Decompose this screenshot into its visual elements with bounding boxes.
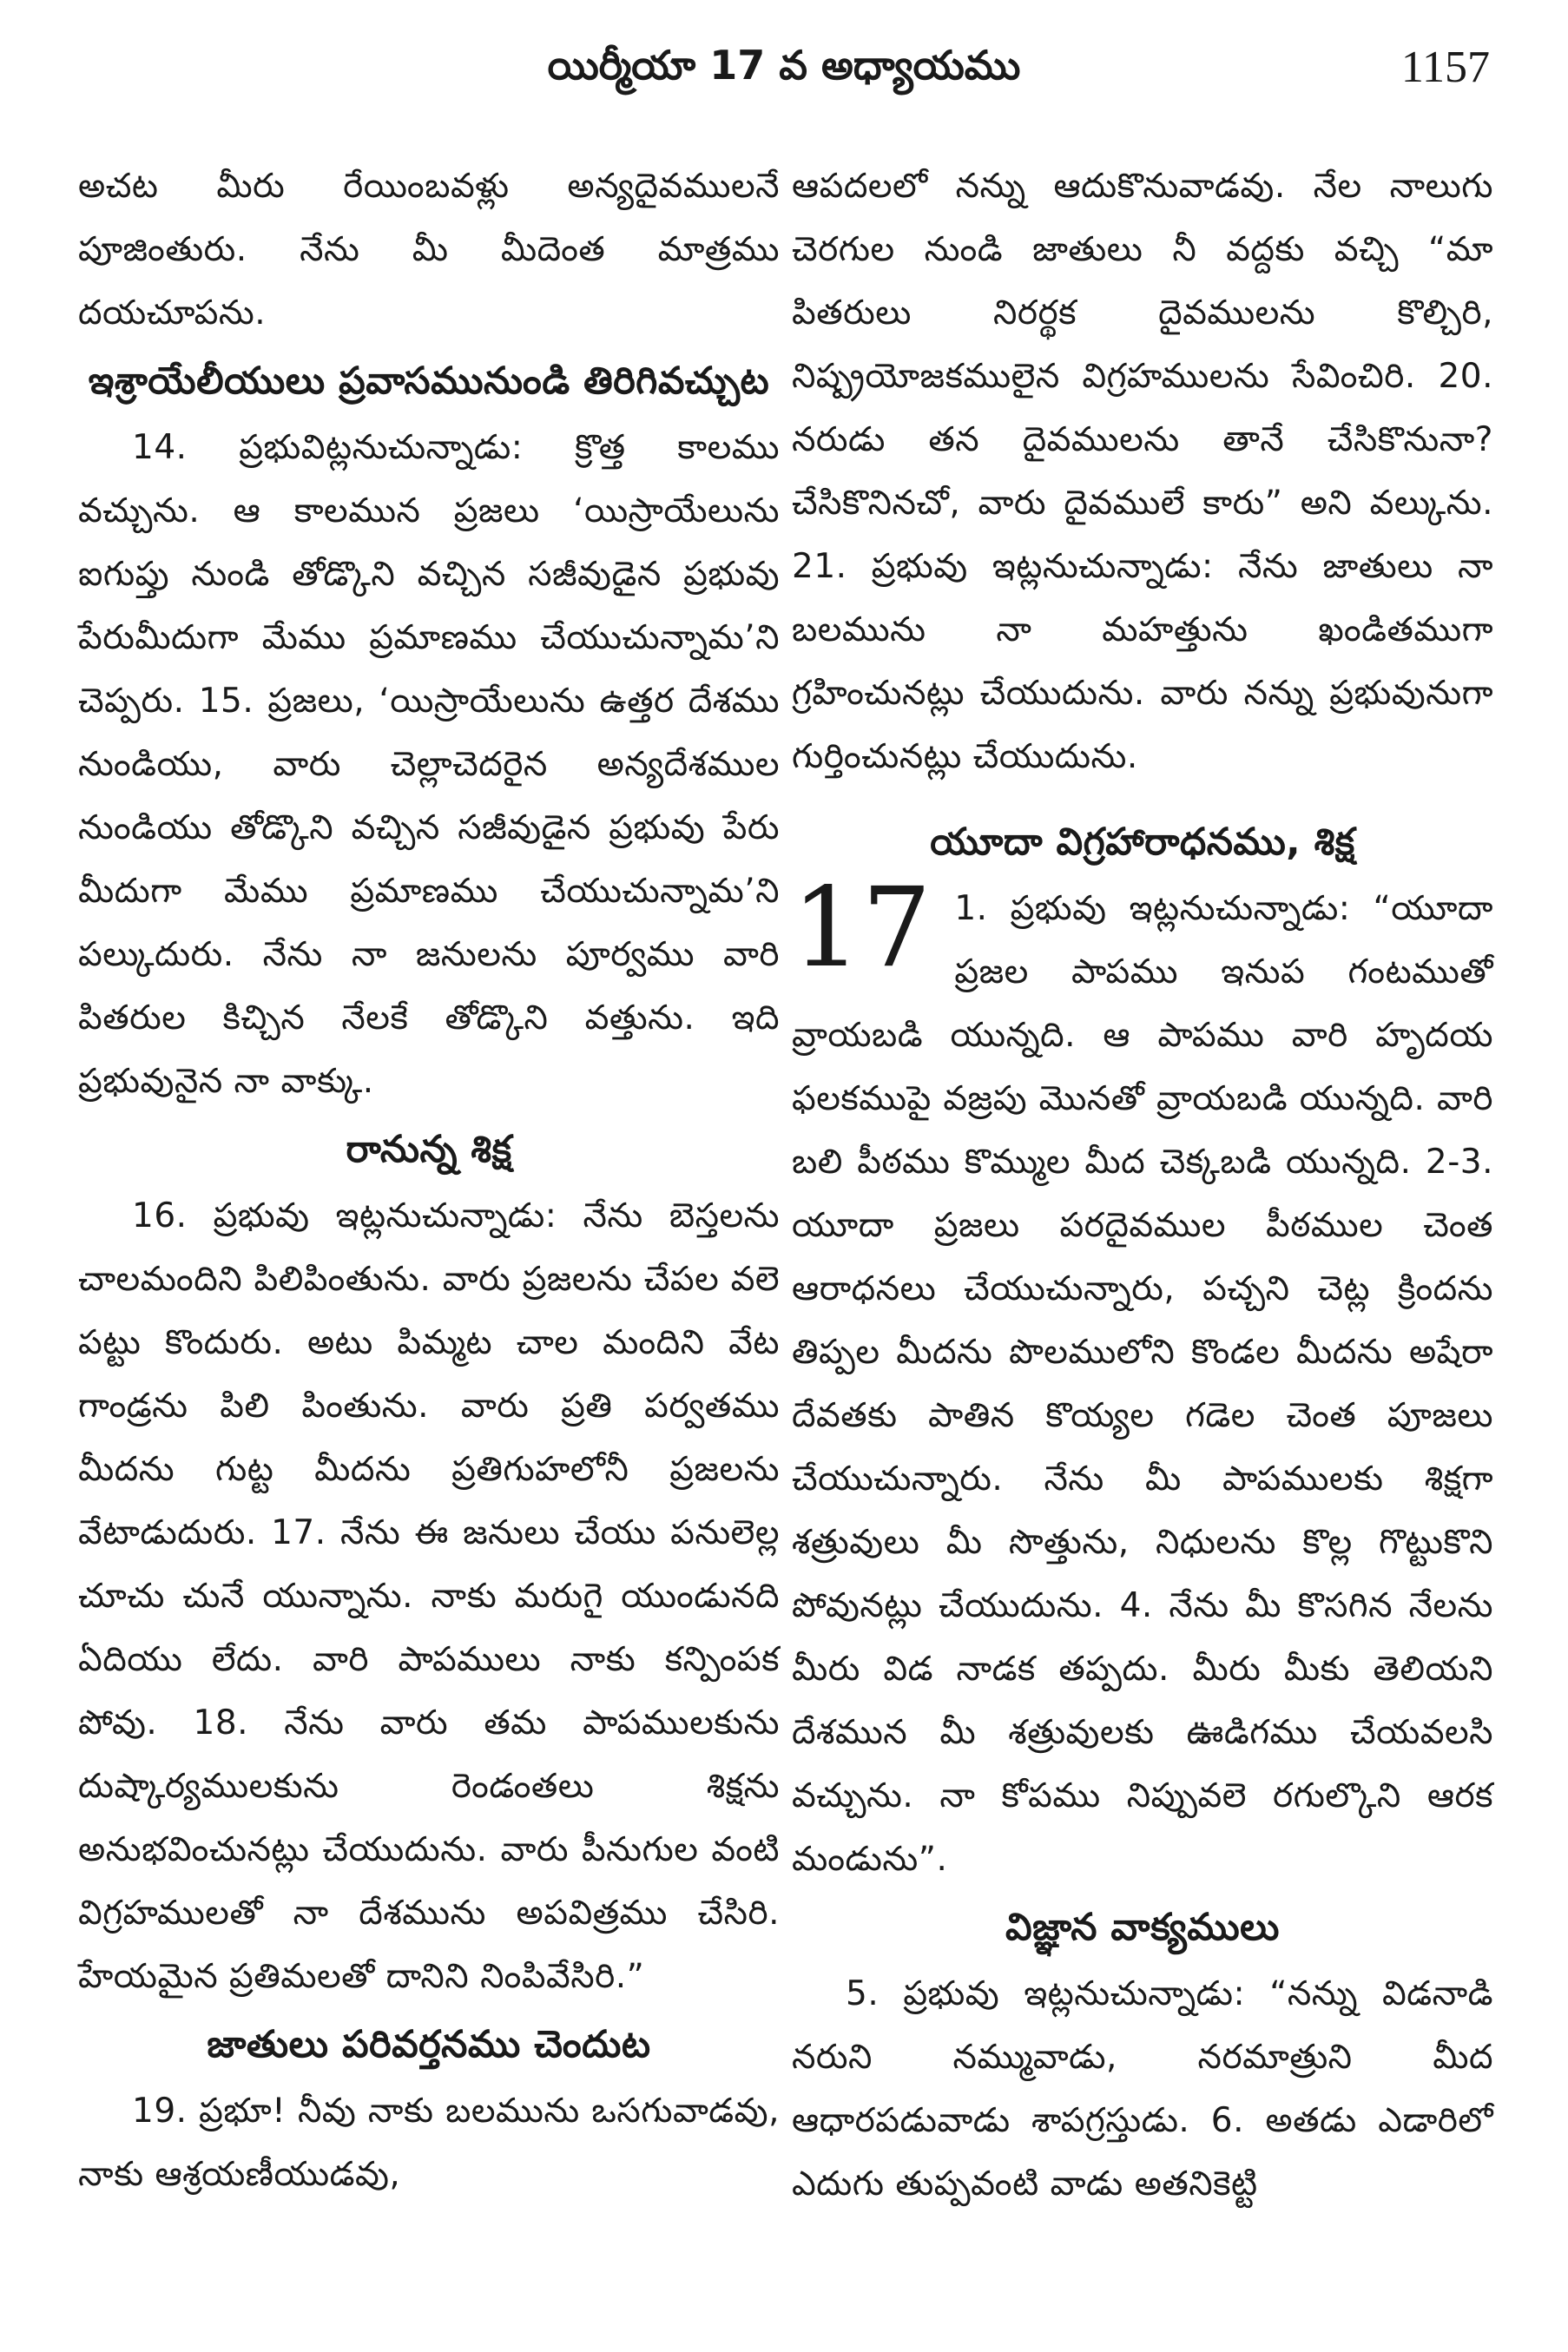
section-heading: జాతులు పరివర్తనము చెందుట bbox=[207, 2023, 651, 2066]
page-header bbox=[78, 42, 1490, 111]
section-heading: విజ్ఞాన వాక్యములు bbox=[1005, 1906, 1280, 1949]
paragraph: 16. ప్రభువు ఇట్లనుచున్నాడు: నేను బెస్తలను చాలమందిని పిలిపింతును. వారు ప్రజలను చేపల వలె పట్టు కొందురు. అటు పిమ్మట చాల మందిని వేట గాండ్రను పిలి పింతును. వారు ప్రతి పర్వతము మీదను గుట్ట మీదను ప్రతిగుహలోనీ ప్రజలను వేటాడుదురు. 17. నేను ఈ జనులు చేయు పనులెల్ల చూచు చునే యున్నాను. నాకు మరుగై యుండునది ఏదియు లేదు. వారి పాపములు నాకు కన్పింపక పోవు. 18. నేను వారు తమ పాపములకును దుష్కార్యములకును రెండంతలు శిక్షను అనుభవించునట్లు చేయుదును. వారు పీనుగుల వంటి విగ్రహములతో నా దేశమును అపవిత్రము చేసిరి. హేయమైన ప్రతిమలతో దానిని నింపివేసిరి.” bbox=[78, 1196, 780, 1996]
section-heading: ఇశ్రాయేలీయులు ప్రవాసమునుండి తిరిగివచ్చుట bbox=[88, 359, 770, 403]
section-heading: యూదా విగ్రహారాధనము, శిక్ష bbox=[930, 820, 1355, 864]
right-column bbox=[792, 155, 1493, 2216]
paragraph: 14. ప్రభువిట్లనుచున్నాడు: క్రొత్త కాలము వచ్చును. ఆ కాలమున ప్రజలు ‘యిస్రాయేలును ఐగుప్తు నుండి తోడ్కొని వచ్చిన సజీవుడైన ప్రభువు పేరుమీదుగా మేము ప్రమాణము చేయుచున్నామ’ని చెప్పరు. 15. ప్రజలు, ‘యిస్రాయేలును ఉత్తర దేశము నుండియు, వారు చెల్లాచెదరైన అన్యదేశముల నుండియు తోడ్కొని వచ్చిన సజీవుడైన ప్రభువు పేరు మీదుగా మేము ప్రమాణము చేయుచున్నామ’ని పల్కుదురు. నేను నా జనులను పూర్వము వారి పితరుల కిచ్చిన నేలకే తోడ్కొని వత్తును. ఇది ప్రభువునైన నా వాక్కు. bbox=[78, 428, 780, 1101]
paragraph-text: 1. ప్రభువు ఇట్లనుచున్నాడు: “యూదా ప్రజల పాపము ఇనుప గంటముతో వ్రాయబడి యున్నది. ఆ పాపము వారి హృదయ ఫలకముపై వజ్రపు మొనతో వ్రాయబడి యున్నది. వారి బలి పీఠము కొమ్ముల మీద చెక్కబడి యున్నది. 2-3. యూదా ప్రజలు పరదైవముల పీఠముల చెంత ఆరాధనలు చేయుచున్నారు, పచ్చని చెట్ల క్రిందను తిప్పల మీదను పొలములోని కొండల మీదను అషేరా దేవతకు పాతిన కొయ్యల గడెల చెంత పూజలు చేయుచున్నారు. నేను మీ పాపములకు శిక్షగా శత్రువులు మీ సొత్తును, నిధులను కొల్ల గొట్టుకొని పోవునట్లు చేయుదును. 4. నేను మీ కొసగిన నేలను మీరు విడ నాడక తప్పదు. మీరు మీకు తెలియని దేశమున మీ శత్రువులకు ఊడిగము చేయవలసి వచ్చును. నా కోపము నిప్పువలె రగుల్కొని ఆరక మండును”. bbox=[792, 889, 1493, 1879]
chapter-opening-paragraph bbox=[792, 864, 1493, 1891]
chapter-number: 17 bbox=[792, 864, 932, 992]
left-column bbox=[78, 155, 780, 2206]
paragraph: 19. ప్రభూ! నీవు నాకు బలమును ఒసగువాడవు, నాకు ఆశ్రయణీయుడవు, bbox=[78, 2092, 780, 2194]
paragraph: 5. ప్రభువు ఇట్లనుచున్నాడు: “నన్ను విడనాడి నరుని నమ్మువాడు, నరమాత్రుని మీద ఆధారపడువాడు శాపగ్రస్తుడు. 6. అతడు ఎడారిలో ఎదుగు తుప్పవంటి వాడు అతనికెట్టి bbox=[792, 1974, 1493, 2204]
running-title: యిర్మీయా 17 వ అధ్యాయము bbox=[547, 42, 1021, 89]
page-number: 1157 bbox=[1400, 43, 1490, 92]
section-heading: రానున్న శిక్ష bbox=[346, 1128, 512, 1171]
paragraph: అచట మీరు రేయింబవళ్లు అన్యదైవములనే పూజింతురు. నేను మీ మీదెంత మాత్రము దయచూపను. bbox=[78, 167, 780, 333]
paragraph: ఆపదలలో నన్ను ఆదుకొనువాడవు. నేల నాలుగు చెరగుల నుండి జాతులు నీ వద్దకు వచ్చి “మా పితరులు నిరర్థక దైవములను కొల్చిరి, నిష్ప్రయోజకములైన విగ్రహములను సేవించిరి. 20. నరుడు తన దైవములను తానే చేసికొనునా? చేసికొనినచో, వారు దైవములే కారు” అని వల్కును. 21. ప్రభువు ఇట్లనుచున్నాడు: నేను జాతులు నా బలమును నా మహత్తును ఖండితముగా గ్రహించునట్లు చేయుదును. వారు నన్ను ప్రభువునుగా గుర్తించునట్లు చేయుదును. bbox=[792, 167, 1493, 776]
